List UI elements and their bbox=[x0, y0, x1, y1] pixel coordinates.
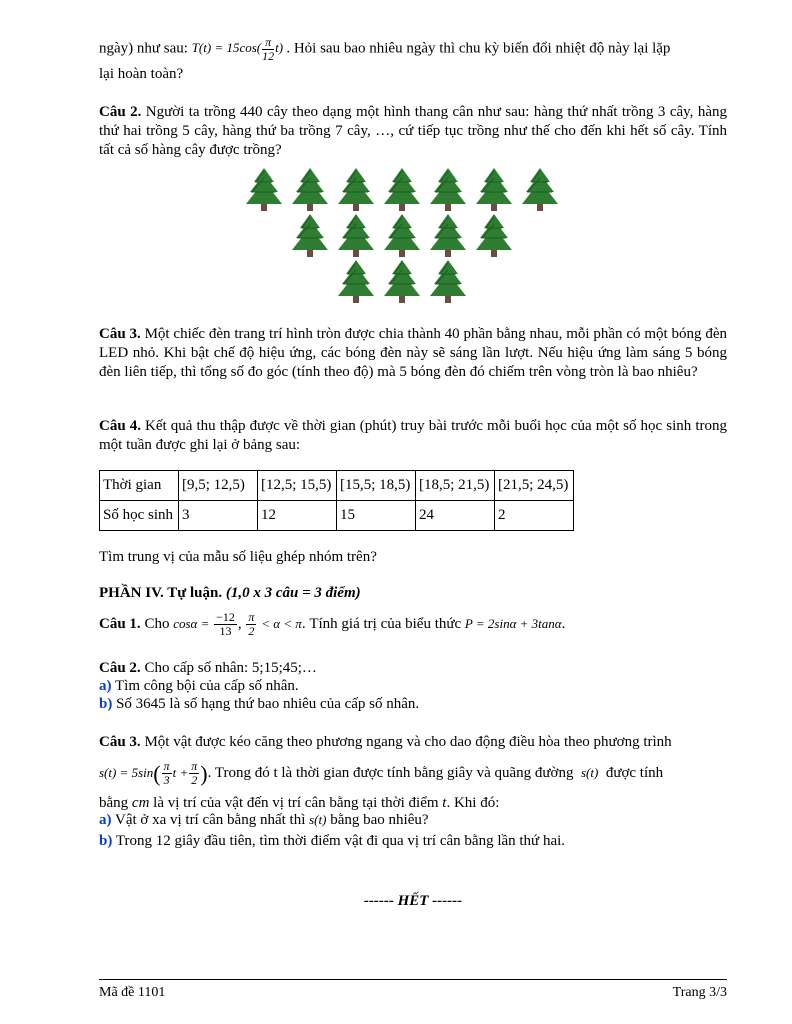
footer-divider bbox=[99, 979, 727, 980]
p4-q2-text: Cho cấp số nhân: 5;15;45;… bbox=[144, 660, 317, 676]
p4-q3-b-label: b) bbox=[99, 833, 113, 849]
p4-q3-var: t + bbox=[172, 764, 189, 780]
p4-q2-b-label: b) bbox=[99, 696, 113, 712]
interval-cell: [15,5; 18,5) bbox=[337, 471, 416, 501]
p4-q3-frac2 bbox=[189, 760, 199, 787]
part4-title: PHẦN IV. Tự luận. bbox=[99, 585, 223, 601]
tree-icon bbox=[246, 168, 282, 211]
p4-q3-a bbox=[99, 810, 429, 830]
frac-num: π bbox=[191, 759, 198, 773]
exam-code: Mã đề 1101 bbox=[99, 985, 166, 1000]
row-label-time: Thời gian bbox=[100, 471, 179, 501]
frac-den: 2 bbox=[191, 773, 198, 787]
row-label-students: Số học sinh bbox=[100, 501, 179, 531]
trees-illustration bbox=[246, 168, 566, 308]
q1-text-post: . Hỏi sau bao nhiêu ngày thì chu kỳ biến đổi nhiệt độ này lại lặp bbox=[286, 40, 671, 57]
p4-q1-cos: cosα = bbox=[173, 615, 210, 631]
p4-q3-t: t bbox=[442, 795, 447, 811]
frac-den: 3 bbox=[163, 773, 170, 787]
tree-icon bbox=[430, 214, 466, 257]
tree-icon bbox=[384, 260, 420, 303]
p4-q3-a-label: a) bbox=[99, 812, 112, 828]
tree-icon bbox=[338, 260, 374, 303]
q4-question: Tìm trung vị của mẫu số liệu ghép nhóm trên? bbox=[99, 549, 377, 565]
p4-q2-a-text: Tìm công bội của cấp số nhân. bbox=[114, 678, 299, 694]
p4-q1-line: Câu 1. Cho cosα = $\frac{-12}{13}$ , $\frac{\pi}{2}$ < α < π. Tính giá trị của biểu thức P = 2sinα + 3tanα. bbox=[99, 610, 566, 638]
interval-cell: [12,5; 15,5) bbox=[258, 471, 337, 501]
tree-icon bbox=[476, 214, 512, 257]
p4-q3-b bbox=[99, 832, 565, 851]
count-cell: 24 bbox=[416, 501, 495, 531]
q3-label: Câu 3. bbox=[99, 326, 141, 342]
p4-q3-l3-pre: bằng bbox=[99, 795, 129, 811]
q3-paragraph bbox=[99, 325, 727, 382]
p4-q3-text1: Một vật được kéo căng theo phương ngang và cho dao động điều hòa theo phương trình bbox=[144, 734, 672, 750]
p4-q2-a bbox=[99, 677, 299, 696]
q4-text: Kết quả thu thập được về thời gian (phút) truy bài trước mỗi buổi học của một số học sinh trong một tuần được ghi lại ở bảng sau: bbox=[99, 418, 727, 453]
p4-q3-text3: được tính bbox=[605, 764, 664, 781]
end-mark: ------ HẾT ------ bbox=[363, 893, 463, 909]
p4-q3-line1 bbox=[99, 733, 727, 752]
p4-q3-text2: . Trong đó t là thời gian được tính bằng giây và quãng đường bbox=[207, 764, 574, 781]
p4-q3-line2: s(t) = 5sin( $\frac{\pi}{3}$ t + $\frac{\pi}{2}$ ). Trong đó t là thời gian được tính bằng giây và quãng đường s(t) được tính bbox=[99, 759, 664, 787]
count-cell: 15 bbox=[337, 501, 416, 531]
p4-q3-cm: cm bbox=[131, 795, 150, 811]
p4-q1-mid: . Tính giá trị của biểu thức bbox=[301, 615, 462, 632]
p4-q1-range: < α < π bbox=[261, 615, 302, 631]
p4-q1-end: . bbox=[561, 615, 566, 632]
q1-formula: T(t) = 15cos( $\frac{\pi}{12}$ t) bbox=[191, 35, 287, 63]
q2-paragraph bbox=[99, 103, 727, 160]
q2-text: Người ta trồng 440 cây theo dạng một hình thang cân như sau: hàng thứ nhất trồng 3 cây, hàng thứ hai trồng 5 cây, hàng thứ ba trồng 7 cây, …, cứ tiếp tục trồng như thế cho đến khi hết số cây. Tính tất cả số hàng cây được trồng? bbox=[99, 104, 728, 158]
q4-paragraph bbox=[99, 417, 727, 455]
count-cell: 2 bbox=[495, 501, 574, 531]
tree-icon bbox=[338, 168, 374, 211]
p4-q1-label: Câu 1. bbox=[99, 615, 141, 632]
p4-q3-a-post: bằng bao nhiêu? bbox=[330, 812, 429, 828]
table-row bbox=[100, 471, 574, 501]
q1-frac: $\frac{\pi}{12}$ bbox=[262, 35, 275, 63]
p4-q1-pre: Cho bbox=[144, 615, 170, 632]
p4-q3-label: Câu 3. bbox=[99, 734, 141, 750]
tree-icon bbox=[338, 214, 374, 257]
tree-icon bbox=[430, 168, 466, 211]
p4-q2-a-label: a) bbox=[99, 678, 112, 694]
tree-icon bbox=[384, 214, 420, 257]
page-number: Trang 3/3 bbox=[672, 985, 727, 1000]
q1-tail-line2: lại hoàn toàn? bbox=[99, 66, 184, 82]
tree-icon bbox=[430, 260, 466, 303]
p4-q1-pi-frac bbox=[246, 611, 256, 638]
q1-tail-line1 bbox=[99, 36, 670, 63]
frac-den: 2 bbox=[248, 624, 255, 638]
tree-icon bbox=[292, 214, 328, 257]
p4-q3-a-st: s(t) bbox=[309, 812, 327, 827]
p4-q1-expr: P = 2sinα + 3tanα bbox=[464, 615, 562, 631]
q4-label: Câu 4. bbox=[99, 418, 141, 434]
tree-icon bbox=[292, 168, 328, 211]
p4-q3-l3-end: . Khi đó: bbox=[446, 795, 500, 811]
p4-q3-l3-mid: là vị trí của vật đến vị trí cân bằng tại thời điểm bbox=[153, 795, 439, 811]
interval-cell: [18,5; 21,5) bbox=[416, 471, 495, 501]
p4-q2-b-text: Số 3645 là số hạng thứ bao nhiêu của cấp số nhân. bbox=[116, 696, 420, 712]
p4-q2-label: Câu 2. bbox=[99, 660, 141, 676]
p4-q2-b bbox=[99, 695, 419, 714]
frac-num: π bbox=[248, 610, 255, 624]
q3-text: Một chiếc đèn trang trí hình tròn được chia thành 40 phần bằng nhau, mỗi phần có một bóng đèn LED nhỏ. Khi bật chế độ hiệu ứng, các bóng đèn này sẽ sáng lần lượt. Nếu hiệu ứng làm sáng 5 bóng đèn liên tiếp, thì tổng số đo góc (tính theo độ) mà 5 bóng đèn đó chiếm trên vòng tròn là bao nhiêu? bbox=[99, 326, 727, 380]
time-frequency-table bbox=[99, 470, 574, 531]
q1-text-pre: ngày) như sau: bbox=[99, 40, 188, 57]
p4-q2-line bbox=[99, 659, 317, 678]
q2-label: Câu 2. bbox=[99, 104, 142, 120]
p4-q3-b-text: Trong 12 giây đầu tiên, tìm thời điểm vật đi qua vị trí cân bằng lần thứ hai. bbox=[115, 833, 566, 849]
frac-num: π bbox=[163, 759, 170, 773]
frac-den: 13 bbox=[219, 624, 232, 638]
interval-cell: [9,5; 12,5) bbox=[179, 471, 258, 501]
frac-num: −12 bbox=[216, 610, 235, 624]
table-row bbox=[100, 501, 574, 531]
tree-icon bbox=[384, 168, 420, 211]
count-cell: 3 bbox=[179, 501, 258, 531]
part4-heading bbox=[99, 584, 361, 603]
tree-icon bbox=[522, 168, 558, 211]
p4-q1-frac bbox=[214, 611, 237, 638]
part4-score: (1,0 x 3 câu = 3 điểm) bbox=[225, 585, 361, 601]
p4-q3-frac1 bbox=[162, 760, 172, 787]
count-cell: 12 bbox=[258, 501, 337, 531]
p4-q3-st: s(t) bbox=[580, 764, 599, 780]
p4-q3-a-pre: Vật ở xa vị trí cân bằng nhất thì bbox=[114, 812, 306, 828]
p4-q3-formula: s(t) = 5sin bbox=[99, 764, 154, 780]
interval-cell: [21,5; 24,5) bbox=[495, 471, 574, 501]
tree-icon bbox=[476, 168, 512, 211]
